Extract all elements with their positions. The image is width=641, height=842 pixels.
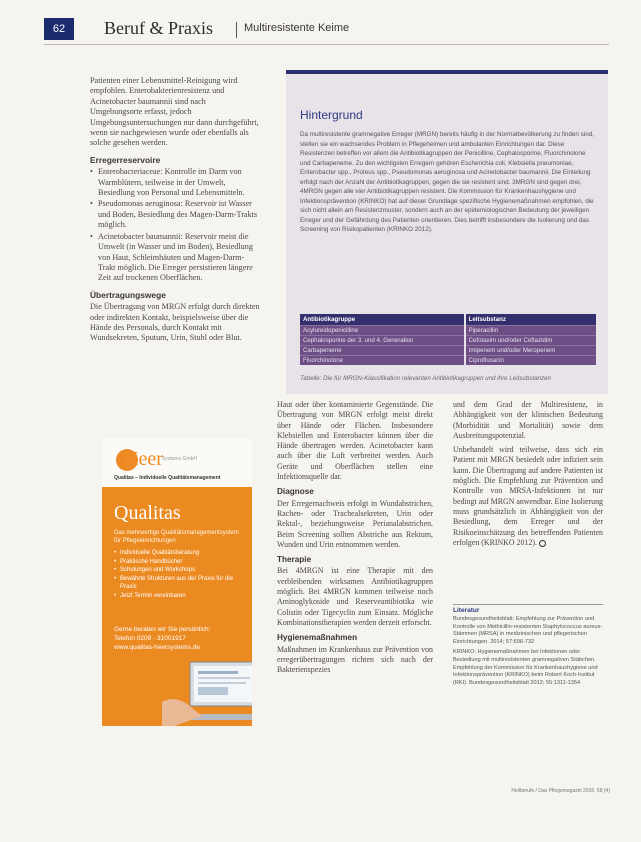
background-title: Hintergrund [300,108,363,122]
section-subtitle: Multiresistente Keime [244,22,350,34]
body-paragraph: Haut oder über kontaminierte Gegenstände. Die Übertragung von MRGN erfolgt meist direkt über Hände oder Flächen. Insbesondere Klebsiellen und Enterobacter können über die Hände übertragen werden. Acinetobacter kann auch über die Luft verbreitet werden. Auch Geräte und Oberflächen stellen eine Infektionsquelle dar. [277,400,433,482]
table-row [300,345,596,355]
header-rule [44,44,609,45]
section-title: Beruf & Praxis [104,18,213,38]
ad-logo-sub: Systems GmbH [162,456,198,462]
transmission-heading: Übertragungswege [90,289,166,300]
middle-column [277,400,433,679]
list-item: • Individuelle Qualitätsberatung [114,549,246,558]
list-item: • Schulungen und Workshops [114,566,246,575]
ad-logo: Heer [124,448,163,470]
therapy-heading: Therapie [277,555,312,565]
end-mark-icon [539,540,546,547]
table-cell: Ciprofloxacin [465,355,596,365]
closing-text: Unbehandelt wird teilweise, dass sich ein Patient mit MRGN besiedelt oder infiziert sein kann. Die Übertragung auf andere Patienten ist möglich. Die Empfehlung zur Prävention und Kontrolle von MRSA-Infektionen ist nur bedingt auf MRGN anwendbar. Eine Isolierung muss grundsätzlich in Abhängigkeit von der Besiedlung, dem Erreger und der Risikoeinschätzung des betreffenden Patienten erfolgen (KRINKO 2012). [453,445,603,547]
body-paragraph: und dem Grad der Multiresistenz, in Abhängigkeit von der klinischen Bedeutung (Morbidität und Mortalität) sowie dem Ausbreitungspotenzial. [453,400,603,440]
hygiene-paragraph: Maßnahmen im Krankenhaus zur Prävention von erregerübertragungen richten sich nach der Bakterienspezies [277,644,433,675]
table-cell: Imipenem und/oder Meropenem [465,345,596,355]
table-cell: Fluorchinolone [300,355,465,365]
background-text: Da multiresistente gramnegative Erreger (MRGN) bereits häufig in der Normalbevölkerung zu finden sind, stellen sie ein wachsendes Problem in Pflegeheimen und ambulanten Einrichtungen dar. Diese Resistenzen betreffen vor allem die Antibiotikagruppen der Penicilline, Cephalosporine, Fluorchinolone und Carbapeneme. Zu den wichtigsten Erregern gehören Escherichia coli, Klebsiella pneumoniae, Enterobacter spp., Proteus spp., Pseudomonas aeruginosa und Acinetobacter baumannii. Die Einteilung erfolgt nach der Anzahl der Antibiotikagruppen, gegen die sie resistent sind. 3MRGN sind gegen drei, 4MRGN gegen alle vier Antibiotikagruppen resistent. Die Kommission für Krankenhaushygiene und Infektionsprävention (KRINKO) hat auf dieser Grundlage spezifische Hygienemaßnahmen empfohlen, die sich nicht allein am Resistenzmuster, sondern auch an der epidemiologischen Bedeutung der jeweiligen Erreger und der Gefährdung des Patienten orientieren. Dies betrifft insbesondere die Isolierung und das Screening von Risikopatienten (KRINKO 2012). [300,131,594,233]
table-cell: Cefotaxim und/oder Ceftazidim [465,335,596,345]
table-header: Antibiotikagruppe [300,314,465,325]
literature-box [453,604,603,690]
reservoir-heading: Erregerreservoire [90,154,161,165]
table-header: Leitsubstanz [465,314,596,325]
page-number: 62 [44,18,74,40]
list-item: • Pseudomonas aeruginosa: Reservoir ist Wasser und Boden, Besiedlung des Magen-Darm-Trakts möglich. [90,199,260,230]
header-divider [236,22,237,38]
antibiotic-table [300,314,596,365]
list-item: • Jetzt Termin vereinbaren [114,592,246,601]
background-box [286,70,608,394]
page-footer: Heilberufe / Das Pflegemagazin 2016; 68 (4) [511,788,610,794]
ad-website-link[interactable]: www.qualitas-heersystems.de [114,644,200,651]
body-paragraph [453,445,603,548]
table-caption: Tabelle: Die für MRGN-Klassifikation relevanten Antibiotikagruppen und ihre Leitsubstanzen [300,375,551,382]
list-item: • Acinetobacter baumannii: Reservoir meist die Umwelt (in Wasser und im Boden), Besiedlung von Haut, Schleimhäuten und Magen-Darm-Trakt möglich. Die Erreger persistieren längere Zeit auf trockenen Oberflächen. [90,232,260,284]
therapy-paragraph: Bei 4MRGN ist eine Therapie mit den verbleibenden wirksamen Antibiotikagruppen möglich. Bei 4MRGN kommen teilweise noch Aminoglykoside und Reserveantibiotika wie Colistin oder Tigecyclin zum Einsatz. Mögliche Kombinationstherapien werden derzeit erforscht. [277,566,433,627]
table-cell: Piperacillin [465,325,596,335]
literature-heading: Literatur [453,607,480,614]
table-row [300,325,596,335]
list-item: • Bewährte Strukturen aus der Praxis für die Praxis [114,575,246,592]
list-item: • Enterobacteriaceae: Kontrolle im Darm von Warmblütern, teilweise in der Umwelt, Besiedlung von Personal und Lebensmitteln. [90,167,260,198]
ad-header [102,439,252,487]
left-column [90,76,260,350]
table-cell: Acylureidopenicilline [300,325,465,335]
ad-title: Qualitas [114,502,181,524]
diagnosis-paragraph: Der Erregernachweis erfolgt in Wundabstrichen, Rachen- oder Trachealsekreten, Urin oder Rektal-, beziehungsweise Perianalabstrichen. Beim Screening sollten Abstriche aus Rektum, Wunden und Urin entnommen werden. [277,498,433,549]
literature-entry: Bundesgesundheitsblatt: Empfehlung zur Prävention und Kontrolle von Methicillin-resistenten Staphylococcus aureus-Stämmen (MRSA) in medizinischen und pflegerischen Einrichtungen. 2014; 57:696-732 [453,616,603,645]
laptop-photo [162,644,252,726]
ad-description: Das mehrwertige Qualitätsmanagementsystem für Pflegeeinrichtungen [114,530,239,544]
ad-feature-list [114,549,246,601]
ad-contact-intro: Gerne beraten wir Sie persönlich: [114,626,211,633]
advertisement[interactable] [102,439,252,726]
table-header-row [300,314,596,325]
right-column [453,400,603,552]
reservoir-list [90,167,260,283]
intro-paragraph: Patienten einer Lebensmittel-Reinigung wird empfohlen. Enterobakterienresistenz und Acinetobacter baumannii sind nach Umgebungsorte erfasst, jedoch Umgebungsuntersuchungen nur dann durchgeführt, wenn sie nachgewiesen wurde oder ebenfalls als solche gesehen werden. [90,76,259,148]
ad-phone: Telefon 0209 - 31001917 [114,635,186,642]
list-item: • Praktische Handbücher [114,558,246,567]
literature-entry: KRINKO: Hygienemaßnahmen bei Infektionen oder Besiedlung mit multiresistenten gramnegativen Stäbchen. Empfehlung der Kommission für Krankenhaushygiene und Infektionsprävention (KRINKO) beim Robert Koch-Institut (RKI). Bundesgesundheitsblatt 2012; 55:1311-1354 [453,649,598,686]
table-row [300,335,596,345]
diagnosis-heading: Diagnose [277,487,314,497]
table-cell: Carbapeneme [300,345,465,355]
ad-tagline: Qualitas – Individuelle Qualitätsmanagement [114,475,221,481]
table-row [300,355,596,365]
table-cell: Cephalosporine der 3. und 4. Generation [300,335,465,345]
transmission-paragraph: Die Übertragung von MRGN erfolgt durch direkten oder indirekten Kontakt, beispielsweise über die Hände des Personals, durch Kontakt mit Wundsekreten, Sputum, Urin, Stuhl oder Blut. [90,302,260,343]
hygiene-heading: Hygienemaßnahmen [277,633,358,643]
